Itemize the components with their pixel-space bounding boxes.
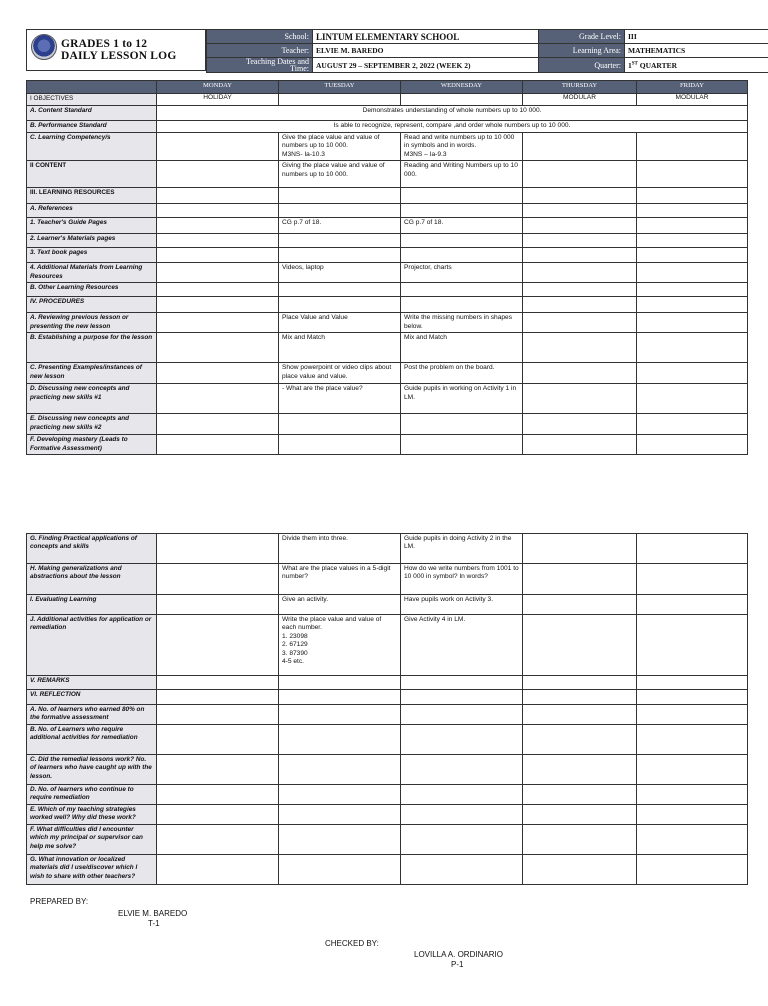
friday-cell xyxy=(637,676,748,690)
objectives-friday: MODULAR xyxy=(637,94,748,106)
monday-cell xyxy=(157,248,279,263)
row-label: III. LEARNING RESOURCES xyxy=(27,188,157,204)
row-label: 4. Additional Materials from Learning Resources xyxy=(27,263,157,283)
row-label: E. Which of my teaching strategies worked well? Why did these work? xyxy=(27,805,157,825)
day-tuesday: TUESDAY xyxy=(279,81,401,94)
wednesday-cell xyxy=(401,855,523,885)
grade-value: III xyxy=(625,30,768,44)
lesson-row xyxy=(27,534,748,564)
row-label: 3. Text book pages xyxy=(27,248,157,263)
dates-label-line1: Teaching Dates and xyxy=(246,57,309,66)
lesson-row xyxy=(27,825,748,855)
lesson-row xyxy=(27,333,748,363)
thursday-cell xyxy=(523,414,637,435)
friday-cell xyxy=(637,263,748,283)
monday-cell xyxy=(157,234,279,248)
row-label: D. Discussing new concepts and practicing new skills #1 xyxy=(27,384,157,414)
tuesday-cell xyxy=(279,204,401,218)
thursday-cell xyxy=(523,161,637,188)
friday-cell xyxy=(637,855,748,885)
friday-cell xyxy=(637,705,748,725)
tuesday-cell: Give the place value and value of numbers up to 10 000. M3NS- Ia-10.3 xyxy=(279,133,401,161)
wednesday-cell: Guide pupils in doing Activity 2 in the LM. xyxy=(401,534,523,564)
row-label: VI. REFLECTION xyxy=(27,690,157,705)
dates-label xyxy=(207,58,313,73)
lesson-row xyxy=(27,615,748,676)
wednesday-cell xyxy=(401,755,523,785)
lesson-row xyxy=(27,133,748,161)
thursday-cell xyxy=(523,133,637,161)
wednesday-cell xyxy=(401,414,523,435)
friday-cell xyxy=(637,297,748,313)
tuesday-cell: Mix and Match xyxy=(279,333,401,363)
row-label: A. Reviewing previous lesson or presenting the new lesson xyxy=(27,313,157,333)
wednesday-cell: Reading and Writing Numbers up to 10 000. xyxy=(401,161,523,188)
row-label: IV. PROCEDURES xyxy=(27,297,157,313)
friday-cell xyxy=(637,564,748,595)
lesson-row xyxy=(27,263,748,283)
wednesday-cell: Mix and Match xyxy=(401,333,523,363)
row-label: C. Learning Competency/s xyxy=(27,133,157,161)
wednesday-cell xyxy=(401,283,523,297)
tuesday-cell: Videos, laptop xyxy=(279,263,401,283)
quarter-suffix: ST xyxy=(631,61,638,66)
row-label: F. Developing mastery (Leads to Formative Assessment) xyxy=(27,435,157,455)
quarter-text: QUARTER xyxy=(637,60,677,70)
day-wednesday: WEDNESDAY xyxy=(401,81,523,94)
friday-cell xyxy=(637,785,748,805)
checked-by-label: CHECKED BY: xyxy=(325,939,379,948)
lesson-row xyxy=(27,414,748,435)
monday-cell xyxy=(157,595,279,615)
friday-cell xyxy=(637,363,748,384)
tuesday-cell xyxy=(279,676,401,690)
row-label: B. Establishing a purpose for the lesson xyxy=(27,333,157,363)
dates-label-line2: Time: xyxy=(290,64,309,73)
row-label: C. Did the remedial lessons work? No. of learners who have caught up with the lesson. xyxy=(27,755,157,785)
monday-cell xyxy=(157,333,279,363)
row-label: V. REMARKS xyxy=(27,676,157,690)
friday-cell xyxy=(637,204,748,218)
header-info-table xyxy=(206,29,768,73)
tuesday-cell: CG p.7 of 18. xyxy=(279,218,401,234)
performance-standard-row xyxy=(27,121,748,133)
teacher-label: Teacher: xyxy=(207,44,313,58)
friday-cell xyxy=(637,333,748,363)
thursday-cell xyxy=(523,435,637,455)
row-label: H. Making generalizations and abstractions about the lesson xyxy=(27,564,157,595)
thursday-cell xyxy=(523,705,637,725)
thursday-cell xyxy=(523,313,637,333)
monday-cell xyxy=(157,435,279,455)
monday-cell xyxy=(157,676,279,690)
quarter-value xyxy=(625,58,768,73)
thursday-cell xyxy=(523,755,637,785)
monday-cell xyxy=(157,161,279,188)
wednesday-cell xyxy=(401,188,523,204)
prepared-by-label: PREPARED BY: xyxy=(30,897,89,906)
lesson-row xyxy=(27,218,748,234)
tuesday-cell xyxy=(279,283,401,297)
objectives-tuesday xyxy=(279,94,401,106)
lesson-log-table-top xyxy=(26,80,748,455)
tuesday-cell xyxy=(279,755,401,785)
thursday-cell xyxy=(523,263,637,283)
monday-cell xyxy=(157,755,279,785)
wednesday-cell xyxy=(401,676,523,690)
monday-cell xyxy=(157,363,279,384)
tuesday-cell xyxy=(279,414,401,435)
objectives-row xyxy=(27,94,748,106)
wednesday-cell xyxy=(401,725,523,755)
lesson-row xyxy=(27,188,748,204)
tuesday-cell xyxy=(279,435,401,455)
wednesday-cell: Write the missing numbers in shapes below. xyxy=(401,313,523,333)
wednesday-cell xyxy=(401,435,523,455)
tuesday-cell xyxy=(279,705,401,725)
tuesday-cell xyxy=(279,248,401,263)
thursday-cell xyxy=(523,283,637,297)
checked-by-position: P-1 xyxy=(451,960,464,969)
tuesday-cell: Place Value and Value xyxy=(279,313,401,333)
monday-cell xyxy=(157,564,279,595)
wednesday-cell xyxy=(401,705,523,725)
monday-cell xyxy=(157,414,279,435)
friday-cell xyxy=(637,725,748,755)
log-title xyxy=(61,38,176,62)
tuesday-cell: Show powerpoint or video clips about place value and value. xyxy=(279,363,401,384)
lesson-row xyxy=(27,363,748,384)
row-label: E. Discussing new concepts and practicing new skills #2 xyxy=(27,414,157,435)
row-label: A. No. of learners who earned 80% on the formative assessment xyxy=(27,705,157,725)
wednesday-cell xyxy=(401,204,523,218)
monday-cell xyxy=(157,825,279,855)
friday-cell xyxy=(637,435,748,455)
thursday-cell xyxy=(523,188,637,204)
friday-cell xyxy=(637,414,748,435)
friday-cell xyxy=(637,313,748,333)
thursday-cell xyxy=(523,564,637,595)
lesson-row xyxy=(27,435,748,455)
monday-cell xyxy=(157,534,279,564)
lesson-row xyxy=(27,725,748,755)
thursday-cell xyxy=(523,248,637,263)
day-friday: FRIDAY xyxy=(637,81,748,94)
tuesday-cell: What are the place values in a 5-digit number? xyxy=(279,564,401,595)
monday-cell xyxy=(157,690,279,705)
lesson-row xyxy=(27,204,748,218)
day-thursday: THURSDAY xyxy=(523,81,637,94)
objectives-wednesday xyxy=(401,94,523,106)
wednesday-cell: Projector, charts xyxy=(401,263,523,283)
lesson-row xyxy=(27,855,748,885)
wednesday-cell xyxy=(401,785,523,805)
monday-cell xyxy=(157,133,279,161)
objectives-thursday: MODULAR xyxy=(523,94,637,106)
monday-cell xyxy=(157,855,279,885)
wednesday-cell: Guide pupils in working on Activity 1 in LM. xyxy=(401,384,523,414)
monday-cell xyxy=(157,805,279,825)
teacher-value: ELVIE M. BAREDO xyxy=(313,44,539,58)
friday-cell xyxy=(637,161,748,188)
performance-standard-label: B. Performance Standard xyxy=(27,121,157,133)
lesson-row xyxy=(27,248,748,263)
dll-header xyxy=(26,29,768,71)
tuesday-cell xyxy=(279,785,401,805)
wednesday-cell: How do we write numbers from 1001 to 10 000 in symbol? In words? xyxy=(401,564,523,595)
monday-cell xyxy=(157,297,279,313)
tuesday-cell xyxy=(279,690,401,705)
content-standard-row xyxy=(27,106,748,121)
row-label: A. References xyxy=(27,204,157,218)
row-label: F. What difficulties did I encounter which my principal or supervisor can help me solve? xyxy=(27,825,157,855)
quarter-number: 1 xyxy=(628,60,632,70)
area-value: MATHEMATICS xyxy=(625,44,768,58)
thursday-cell xyxy=(523,204,637,218)
thursday-cell xyxy=(523,676,637,690)
wednesday-cell xyxy=(401,690,523,705)
content-standard-text: Demonstrates understanding of whole numbers up to 10 000. xyxy=(157,106,748,121)
row-label: 2. Learner's Materials pages xyxy=(27,234,157,248)
wednesday-cell xyxy=(401,825,523,855)
row-label: C. Presenting Examples/instances of new lesson xyxy=(27,363,157,384)
tuesday-cell: Divide them into three. xyxy=(279,534,401,564)
lesson-row xyxy=(27,297,748,313)
lesson-row xyxy=(27,705,748,725)
thursday-cell xyxy=(523,234,637,248)
day-header-blank xyxy=(27,81,157,94)
friday-cell xyxy=(637,283,748,297)
tuesday-cell: Give an activity. xyxy=(279,595,401,615)
day-monday: MONDAY xyxy=(157,81,279,94)
monday-cell xyxy=(157,283,279,297)
objectives-monday: HOLIDAY xyxy=(157,94,279,106)
lesson-row xyxy=(27,234,748,248)
day-header-row xyxy=(27,81,748,94)
tuesday-cell xyxy=(279,725,401,755)
lesson-row xyxy=(27,785,748,805)
thursday-cell xyxy=(523,725,637,755)
thursday-cell xyxy=(523,615,637,676)
thursday-cell xyxy=(523,690,637,705)
tuesday-cell xyxy=(279,825,401,855)
monday-cell xyxy=(157,705,279,725)
thursday-cell xyxy=(523,333,637,363)
lesson-row xyxy=(27,283,748,297)
lesson-log-table-bottom xyxy=(26,533,748,885)
row-label: 1. Teacher's Guide Pages xyxy=(27,218,157,234)
lesson-row xyxy=(27,564,748,595)
log-title-line2: DAILY LESSON LOG xyxy=(61,50,177,62)
monday-cell xyxy=(157,218,279,234)
log-title-line1: GRADES 1 to 12 xyxy=(61,38,148,50)
wednesday-cell xyxy=(401,297,523,313)
lesson-row xyxy=(27,755,748,785)
row-label: B. No. of Learners who require additional activities for remediation xyxy=(27,725,157,755)
dates-value: AUGUST 29 – SEPTEMBER 2, 2022 (WEEK 2) xyxy=(313,58,539,73)
wednesday-cell xyxy=(401,805,523,825)
wednesday-cell: Post the problem on the board. xyxy=(401,363,523,384)
friday-cell xyxy=(637,825,748,855)
school-value: LINTUM ELEMENTARY SCHOOL xyxy=(313,30,539,44)
friday-cell xyxy=(637,615,748,676)
tuesday-cell xyxy=(279,297,401,313)
friday-cell xyxy=(637,384,748,414)
area-label: Learning Area: xyxy=(539,44,625,58)
monday-cell xyxy=(157,188,279,204)
thursday-cell xyxy=(523,825,637,855)
tuesday-cell xyxy=(279,805,401,825)
friday-cell xyxy=(637,248,748,263)
thursday-cell xyxy=(523,218,637,234)
monday-cell xyxy=(157,263,279,283)
thursday-cell xyxy=(523,297,637,313)
row-label: I. Evaluating Learning xyxy=(27,595,157,615)
thursday-cell xyxy=(523,384,637,414)
lesson-row xyxy=(27,805,748,825)
monday-cell xyxy=(157,204,279,218)
lesson-row xyxy=(27,595,748,615)
tuesday-cell xyxy=(279,855,401,885)
tuesday-cell: Write the place value and value of each number. 1. 23098 2. 67129 3. 87390 4-5 etc. xyxy=(279,615,401,676)
content-standard-label: A. Content Standard xyxy=(27,106,157,121)
wednesday-cell: Have pupils work on Activity 3. xyxy=(401,595,523,615)
monday-cell xyxy=(157,313,279,333)
friday-cell xyxy=(637,805,748,825)
grade-label: Grade Level: xyxy=(539,30,625,44)
friday-cell xyxy=(637,595,748,615)
thursday-cell xyxy=(523,595,637,615)
wednesday-cell: Read and write numbers up to 10 000 in symbols and in words. M3NS – Ia-9.3 xyxy=(401,133,523,161)
friday-cell xyxy=(637,755,748,785)
friday-cell xyxy=(637,188,748,204)
monday-cell xyxy=(157,615,279,676)
friday-cell xyxy=(637,534,748,564)
row-label: G. What innovation or localized materials did I use/discover which I wish to share with other teachers? xyxy=(27,855,157,885)
row-label: G. Finding Practical applications of concepts and skills xyxy=(27,534,157,564)
wednesday-cell: Give Activity 4 in LM. xyxy=(401,615,523,676)
wednesday-cell xyxy=(401,248,523,263)
tuesday-cell xyxy=(279,188,401,204)
deped-seal-icon xyxy=(31,34,57,60)
objectives-label: I OBJECTIVES xyxy=(27,94,157,106)
friday-cell xyxy=(637,133,748,161)
lesson-row xyxy=(27,384,748,414)
school-label: School: xyxy=(207,30,313,44)
checked-by-name: LOVILLA A. ORDINARIO xyxy=(414,950,503,959)
friday-cell xyxy=(637,690,748,705)
row-label: D. No. of learners who continue to require remediation xyxy=(27,785,157,805)
wednesday-cell xyxy=(401,234,523,248)
thursday-cell xyxy=(523,363,637,384)
thursday-cell xyxy=(523,855,637,885)
thursday-cell xyxy=(523,534,637,564)
tuesday-cell xyxy=(279,234,401,248)
tuesday-cell: Giving the place value and value of numbers up to 10 000. xyxy=(279,161,401,188)
friday-cell xyxy=(637,234,748,248)
performance-standard-text: Is able to recognize, represent, compare ,and order whole numbers up to 10 000. xyxy=(157,121,748,133)
lesson-row xyxy=(27,161,748,188)
quarter-label: Quarter: xyxy=(539,58,625,73)
friday-cell xyxy=(637,218,748,234)
monday-cell xyxy=(157,725,279,755)
row-label: II CONTENT xyxy=(27,161,157,188)
thursday-cell xyxy=(523,785,637,805)
monday-cell xyxy=(157,785,279,805)
prepared-by-name: ELVIE M. BAREDO xyxy=(118,909,188,918)
thursday-cell xyxy=(523,805,637,825)
lesson-row xyxy=(27,676,748,690)
header-title-box xyxy=(26,29,206,71)
lesson-row xyxy=(27,690,748,705)
monday-cell xyxy=(157,384,279,414)
row-label: B. Other Learning Resources xyxy=(27,283,157,297)
wednesday-cell: CG p.7 of 18. xyxy=(401,218,523,234)
lesson-row xyxy=(27,313,748,333)
row-label: J. Additional activities for application or remediation xyxy=(27,615,157,676)
tuesday-cell: - What are the place value? xyxy=(279,384,401,414)
prepared-by-position: T-1 xyxy=(148,919,160,928)
